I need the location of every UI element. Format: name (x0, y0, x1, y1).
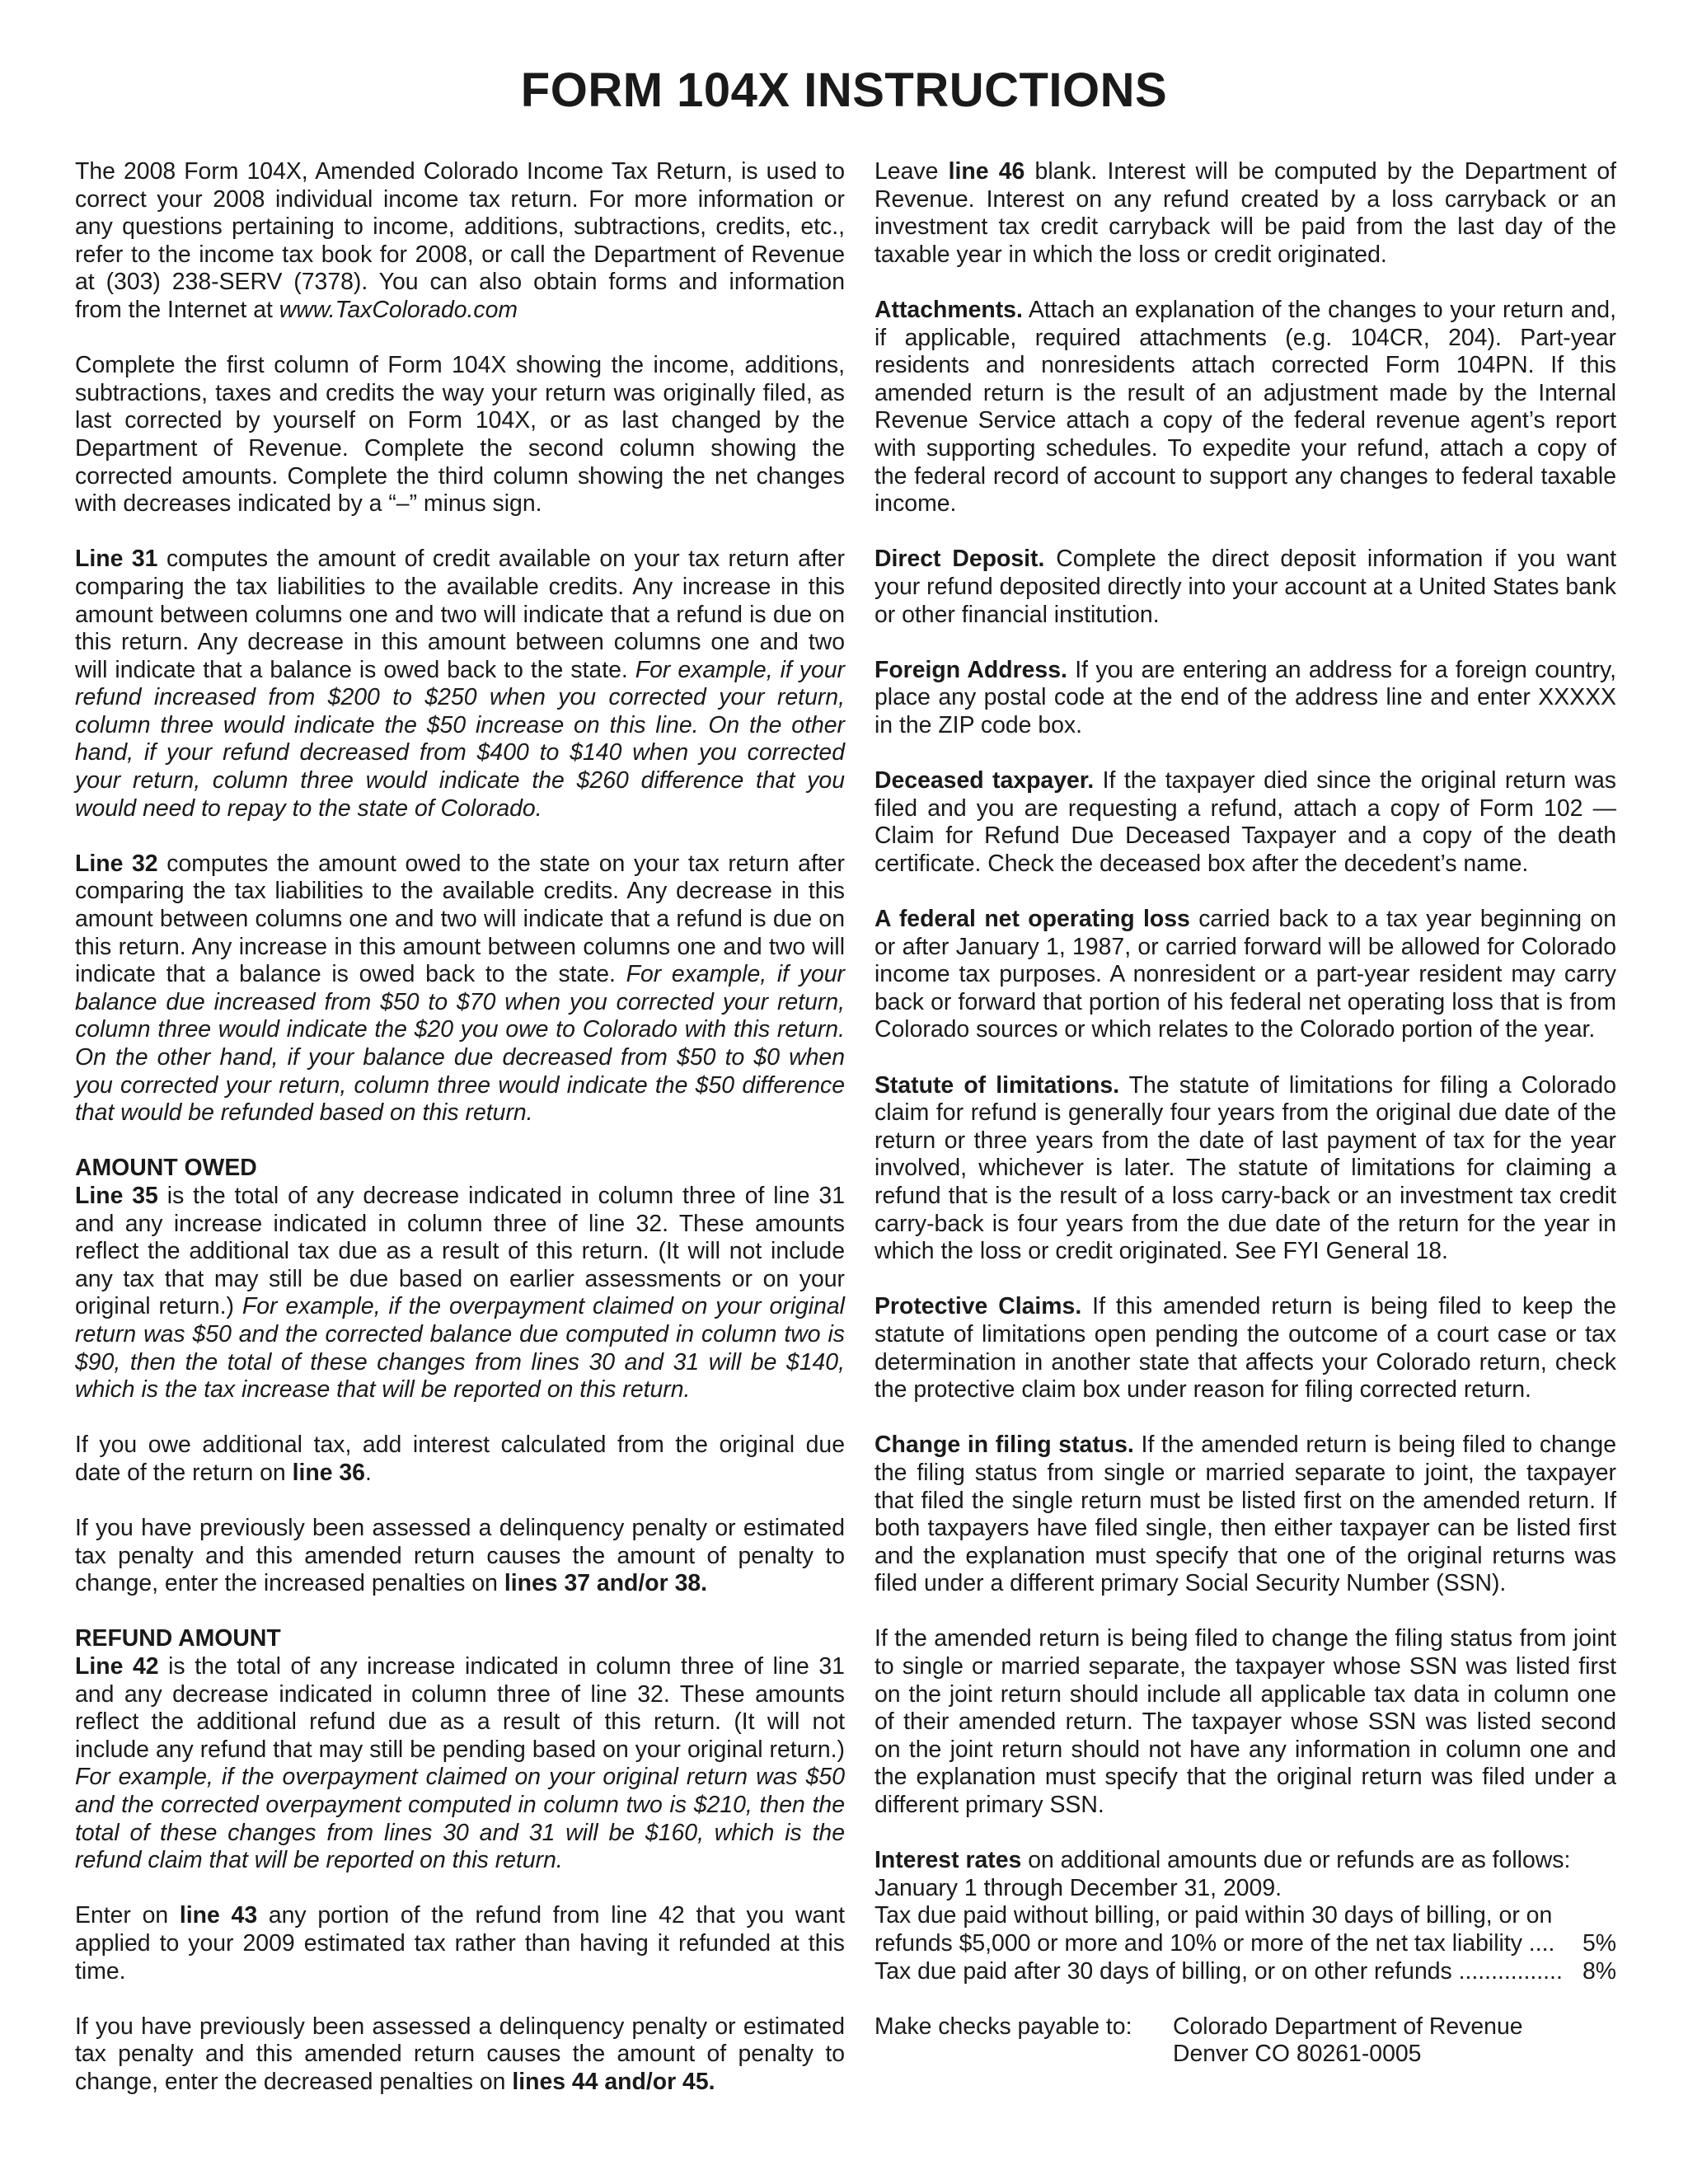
attachments-label: Attachments. (874, 296, 1023, 323)
nol-text: carried back to a tax year beginning on or after January 1, 1987, or carried forward will be allowed for Colorado income tax purposes. A nonresident or a part-year resident may carry back or forward that portion of his federal net operating loss that is from Colorado sources or which relates to the Colorado portion of the year. (874, 906, 1616, 1043)
lines-44-45-label: lines 44 and/or 45. (512, 2068, 715, 2095)
foreign-address-label: Foreign Address. (874, 656, 1067, 683)
line-32-example: For example, if your balance due increased from $50 to $70 when you corrected your return, column three would indicate the $20 you owe to Colorado with this return. On the other hand, if your balance due decreased from $50 to $0 when you corrected your return, column three would indicate the $50 difference that would be refunded based on this return. (75, 961, 845, 1127)
line-32-text: computes the amount owed to the state on your tax return after comparing the tax liabilities to the available credits. Any decrease in this amount between columns one and two will indicate that a refund is due on this return. Any increase in this amount between columns one and two will indicate that a balance is owed back to the state. (75, 850, 845, 988)
columns-paragraph: Complete the first column of Form 104X showing the income, additions, subtractions, taxes and credits the way your return was originally filed, as last corrected by yourself on Form 104X, or as last changed by the Department of Revenue. Complete the second column showing the corrected amounts. Complete the third column showing the net changes with decreases indicated by a “–” minus sign. (75, 352, 845, 518)
left-column (75, 158, 845, 2097)
right-column (874, 158, 1616, 2069)
interest-rates-intro (874, 1847, 1570, 1873)
lines-37-38-label: lines 37 and/or 38. (504, 1570, 708, 1597)
attachments-paragraph (874, 297, 1616, 518)
line-35-label: Line 35 (75, 1182, 158, 1209)
interest-end: . (364, 1459, 372, 1486)
payable-address: Denver CO 80261-0005 (1173, 2041, 1422, 2068)
direct-deposit-text: Complete the direct deposit information if you want your refund deposited directly into your account at a United States bank or other financial institution. (874, 546, 1617, 628)
foreign-address-text: If you are entering an address for a foreign country, place any postal code at the end of the address line and enter XXXXX in the ZIP code box. (874, 656, 1616, 738)
interest-rates-text: on additional amounts due or refunds are as follows: (1021, 1847, 1571, 1874)
statute-label: Statute of limitations. (874, 1071, 1120, 1099)
line-42-example: For example, if the overpayment claimed on your original return was $50 and the corrected overpayment computed in column two is $210, then the total of these changes from lines 30 and 31 will be $160, which is the refund claim that will be reported on this return. (75, 1764, 845, 1874)
line-46-paragraph (874, 158, 1616, 269)
line-35-text: is the total of any decrease indicated in column three of line 31 and any increase indicated in column three of line 32. These amounts reflect the additional tax due as a result of this return. (It will not include any tax that may still be due based on earlier assessments or on your original return.) (75, 1182, 845, 1320)
interest-period: January 1 through December 31, 2009. (874, 1874, 1282, 1901)
intro-text: The 2008 Form 104X, Amended Colorado Income Tax Return, is used to correct your 2008 individual income tax return. For more information or any questions pertaining to income, additions, subtractions, credits, etc., refer to the income tax book for 2008, or call the Department of Revenue at (303) 238-SERV (7378). You can also obtain forms and information from the Internet at (75, 158, 845, 323)
line-43-text2: any portion of the refund from line 42 that you want applied to your 2009 estimated tax rather than having it refunded at this time. (75, 1902, 846, 1985)
interest-line-3 (874, 1958, 1616, 1986)
filing-status-text: If the amended return is being filed to change the filing status from single or married separate to joint, the taxpayer that filed the single return must be listed first on the amended return. If both taxpayers have filed single, then either taxpayer can be listed first and the explanation must specify that one of the original returns was filed under a different primary Social Security Number (SSN). (874, 1432, 1617, 1597)
increased-penalty-paragraph (75, 1515, 845, 1598)
line-43-label: line 43 (179, 1902, 258, 1929)
decreased-penalty-paragraph (75, 2013, 845, 2097)
interest-text: If you owe additional tax, add interest calculated from the original due date of the return on (75, 1432, 845, 1486)
payable-name: Colorado Department of Revenue (1173, 2013, 1523, 2040)
refund-amount-heading: REFUND AMOUNT (75, 1625, 281, 1652)
line-36-label: line 36 (292, 1459, 365, 1486)
foreign-address-paragraph (874, 657, 1616, 740)
line-42-paragraph (75, 1653, 845, 1875)
protective-claims-label: Protective Claims. (874, 1293, 1082, 1320)
line-46-label: line 46 (948, 158, 1025, 185)
intro-paragraph (75, 158, 845, 325)
line-42-label: Line 42 (75, 1653, 159, 1680)
statute-text: The statute of limitations for filing a Colorado claim for refund is generally four years from the original due date of the return or three years from the date of last payment of tax for the year involved, whichever is later. The statute of limitations for claiming a refund that is the result of a loss carry-back or an investment tax credit carry-back is four years from the due date of the return for the year in which the loss or credit originated. See FYI General 18. (874, 1071, 1616, 1265)
payable-label: Make checks payable to: (874, 2013, 1132, 2040)
attachments-text: Attach an explanation of the changes to your return and, if applicable, required attachments (e.g. 104CR, 204). Part-year residents and nonresidents attach corrected Form 104PN. If this amended return is the result of an adjustment made by the Internal Revenue Service attach a copy of the federal revenue agent’s report with supporting schedules. To expedite your refund, attach a copy of the federal record of account to support any changes to federal taxable income. (874, 296, 1616, 518)
interest-paragraph (75, 1432, 845, 1487)
filing-status-label: Change in filing status. (874, 1432, 1134, 1459)
interest-line-2-text: refunds $5,000 or more and 10% or more of the net tax liability .... (874, 1930, 1555, 1957)
interest-line-3-text: Tax due paid after 30 days of billing, or on other refunds ................ (874, 1957, 1563, 1985)
direct-deposit-paragraph (874, 546, 1616, 629)
filing-status-paragraph (874, 1432, 1616, 1598)
amount-owed-heading: AMOUNT OWED (75, 1155, 257, 1182)
filing-status-paragraph-2: If the amended return is being filed to change the filing status from joint to single or married separate, the taxpayer whose SSN was listed first on the joint return should include all applicable tax data in column one of their amended return. The taxpayer whose SSN was listed second on the joint return should not have any information in column one and the explanation must specify that the original return was filed under a different primary SSN. (874, 1625, 1616, 1819)
protective-claims-text: If this amended return is being filed to keep the statute of limitations open pending the outcome of a court case or tax determination in another state that affects your Colorado return, check the protective claim box under reason for filing corrected return. (874, 1293, 1616, 1404)
protective-claims-paragraph (874, 1293, 1616, 1404)
line-35-example: For example, if the overpayment claimed on your original return was $50 and the corrected balance due computed in column two is $90, then the total of these changes from lines 30 and 31 will be $140, which is the tax increase that will be reported on this return. (75, 1293, 845, 1404)
interest-rates-paragraph (874, 1847, 1616, 1985)
payable-address-block (1173, 2013, 1523, 2069)
line-46-text1: Leave (874, 158, 949, 185)
page-title: FORM 104X INSTRUCTIONS (520, 63, 1168, 117)
line-43-text1: Enter on (75, 1902, 180, 1929)
deceased-paragraph (874, 767, 1616, 878)
line-46-text2: blank. Interest will be computed by the Department of Revenue. Interest on any refund created by a loss carryback or an investment tax credit carryback will be paid from the last day of the taxable year in which the loss or credit originated. (874, 158, 1617, 268)
direct-deposit-label: Direct Deposit. (874, 546, 1045, 573)
line-31-example: For example, if your refund increased from $200 to $250 when you corrected your return, column three would indicate the $50 increase on this line. On the other hand, if your refund decreased from $400 to $140 when you corrected your return, column three would indicate the $260 difference that you would need to repay to the state of Colorado. (75, 656, 846, 822)
interest-rate-5: 5% (1582, 1930, 1616, 1957)
line-31-text: computes the amount of credit available on your tax return after comparing the tax liabilities to the available credits. Any increase in this amount between columns one and two will indicate that a refund is due on this return. Any decrease in this amount between columns one and two will indicate that a balance is owed back to the state. (75, 546, 845, 683)
deceased-text: If the taxpayer died since the original return was filed and you are requesting a refund, attach a copy of Form 102 — Claim for Refund Due Deceased Taxpayer and a copy of the death certificate. Check the deceased box after the decedent’s name. (874, 767, 1616, 877)
nol-paragraph (874, 906, 1616, 1044)
statute-paragraph (874, 1072, 1616, 1266)
increased-penalty-text: If you have previously been assessed a delinquency penalty or estimated tax penalty and this amended return causes the amount of penalty to change, enter the increased penalties on (75, 1515, 845, 1597)
line-31-paragraph (75, 546, 845, 823)
interest-line-1: Tax due paid without billing, or paid within 30 days of billing, or on (874, 1902, 1553, 1929)
nol-label: A federal net operating loss (874, 906, 1190, 933)
line-32-label: Line 32 (75, 850, 158, 877)
line-31-label: Line 31 (75, 546, 158, 573)
interest-rates-label: Interest rates (874, 1847, 1022, 1874)
line-32-paragraph (75, 851, 845, 1127)
website-text: www.TaxColorado.com (279, 296, 518, 323)
payable-block (874, 2013, 1616, 2069)
deceased-label: Deceased taxpayer. (874, 767, 1095, 794)
interest-rate-8: 8% (1582, 1957, 1616, 1985)
line-35-paragraph (75, 1183, 845, 1404)
decreased-penalty-text: If you have previously been assessed a delinquency penalty or estimated tax penalty and this amended return causes the amount of penalty to change, enter the decreased penalties on (75, 2013, 845, 2095)
line-43-paragraph (75, 1902, 845, 1985)
interest-line-2 (874, 1930, 1616, 1958)
line-42-text: is the total of any increase indicated in column three of line 31 and any decrease indicated in column three of line 32. These amounts reflect the additional refund due as a result of this return. (It will not include any refund that may still be pending based on your original return.) (75, 1653, 845, 1763)
